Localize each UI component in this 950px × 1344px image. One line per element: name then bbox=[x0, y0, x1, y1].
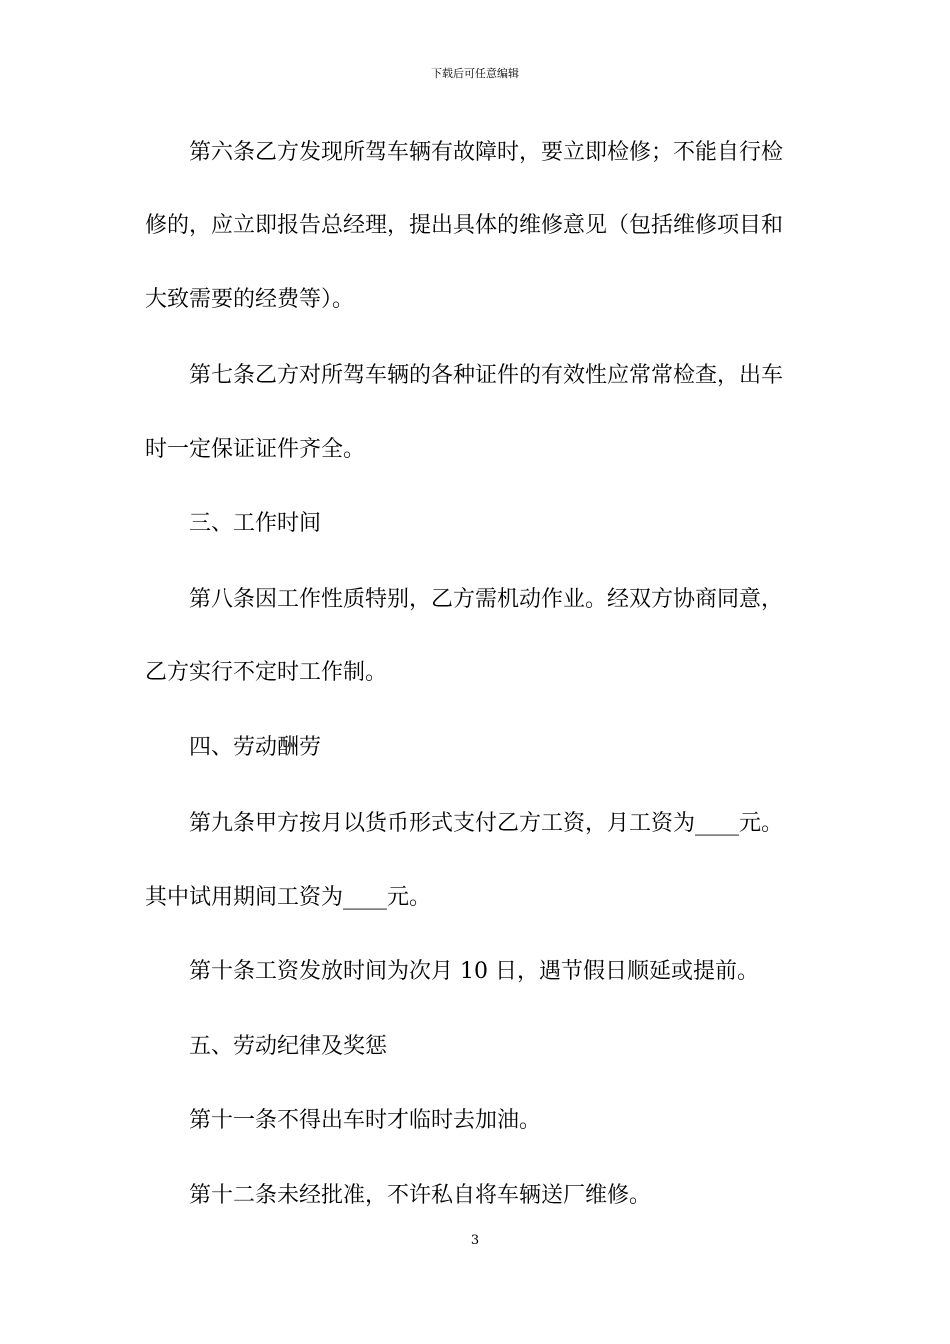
paragraph-line: 第七条乙方对所驾车辆的各种证件的有效性应常常检查，出车 bbox=[189, 363, 784, 388]
paragraph-line: 第十二条未经批准，不许私自将车辆送厂维修。 bbox=[189, 1183, 652, 1208]
paragraph-line: 第六条乙方发现所驾车辆有故障时，要立即检修；不能自行检 bbox=[189, 140, 784, 165]
page-header: 下载后可任意编辑 bbox=[431, 67, 519, 80]
paragraph-line: 其中试用期间工资为____元。 bbox=[145, 885, 432, 910]
paragraph-line: 第十一条不得出车时才临时去加油。 bbox=[189, 1108, 542, 1133]
paragraph-line: 时一定保证证件齐全。 bbox=[145, 437, 366, 462]
section-heading: 三、工作时间 bbox=[189, 511, 322, 536]
paragraph-line: 乙方实行不定时工作制。 bbox=[145, 660, 388, 685]
paragraph-line: 第九条甲方按月以货币形式支付乙方工资，月工资为____元。 bbox=[189, 811, 784, 836]
paragraph-line: 大致需要的经费等）。 bbox=[145, 287, 355, 312]
paragraph-line: 第八条因工作性质特别，乙方需机动作业。经双方协商同意， bbox=[189, 587, 784, 612]
paragraph-line: 修的，应立即报告总经理，提出具体的维修意见（包括维修项目和 bbox=[145, 213, 784, 238]
page-number: 3 bbox=[470, 1233, 480, 1248]
paragraph-line: 第十条工资发放时间为次月 10 日，遇节假日顺延或提前。 bbox=[189, 959, 759, 984]
section-heading: 四、劳动酬劳 bbox=[189, 735, 322, 760]
section-heading: 五、劳动纪律及奖惩 bbox=[189, 1034, 388, 1059]
